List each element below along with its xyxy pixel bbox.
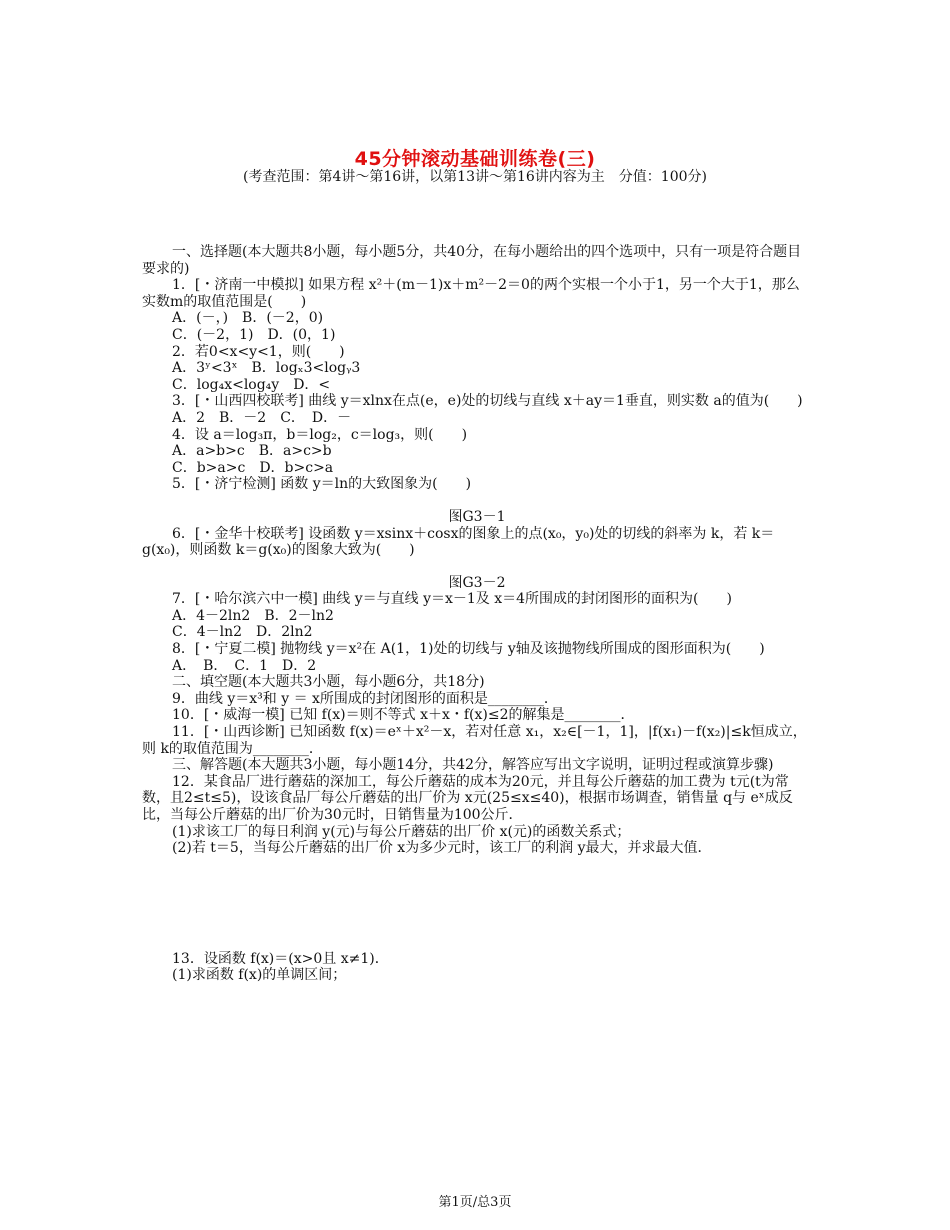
page-subtitle: (考查范围：第4讲～第16讲，以第13讲～第16讲内容为主 分值：100分) [243, 169, 707, 185]
question-13-part-1: (1)求函数 f(x)的单调区间； [172, 967, 347, 984]
question-4-options-cd: C．b>a>c D．b>c>a [172, 459, 334, 476]
question-2: 2．若0<x<y<1，则( ) [172, 343, 345, 360]
question-1-options-ab: A．(－，) B．(－2，0) [172, 310, 324, 327]
question-13: 13．设函数 f(x)＝(x>0且 x≠1)． [172, 950, 389, 967]
question-11: 11．[・山西诊断] 已知函数 f(x)＝eˣ＋x²－x，若对任意 x₁，x₂∈[－1，1]，|f(x₁)－f(x₂)|≤k恒成立，则 k的取值范围为________． [142, 724, 807, 757]
section-heading-choice: 一、选择题(本大题共8小题，每小题5分，共40分，在每小题给出的四个选项中，只有一项是符合题目要求的) [142, 244, 802, 277]
section-heading-solve: 三、解答题(本大题共3小题，每小题14分，共42分，解答应写出文字说明，证明过程或演算步骤) [172, 757, 774, 774]
question-3-options: A．2 B．－2 C． D．－ [172, 409, 352, 426]
question-5: 5．[・济宁检测] 函数 y＝ln的大致图象为( ) [172, 476, 472, 493]
question-2-options-ab: A．3ʸ<3ˣ B．logₓ3<logᵧ3 [172, 360, 361, 377]
question-9: 9．曲线 y＝x³和 y ＝ x所围成的封闭图形的面积是________． [172, 690, 558, 707]
question-1: 1．[・济南一中模拟] 如果方程 x²＋(m－1)x＋m²－2＝0的两个实根一个小于1，另一个大于1，那么实数m的取值范围是( ) [142, 277, 800, 310]
exam-body [142, 228, 812, 984]
figure-caption-g3-1: 图G3－1 [448, 508, 506, 525]
question-4: 4．设 a＝log₃π，b＝log₂，c＝log₃，则( ) [172, 426, 468, 443]
question-10: 10．[・威海一模] 已知 f(x)＝则不等式 x＋x・f(x)≤2的解集是________． [172, 707, 635, 724]
question-7-options-ab: A．4－2ln2 B．2－ln2 [172, 607, 334, 624]
page-title: 45分钟滚动基础训练卷(三) [354, 148, 596, 170]
page-footer: 第1页/总3页 [438, 1195, 512, 1210]
question-8-options: A． B． C．1 D．2 [172, 657, 317, 674]
question-12-part-1: (1)求该工厂的每日利润 y(元)与每公斤蘑菇的出厂价 x(元)的函数关系式； [172, 823, 631, 840]
question-6: 6．[・金华十校联考] 设函数 y＝xsinx＋cosx的图象上的点(x₀，y₀)处的切线的斜率为 k，若 k＝g(x₀)，则函数 k＝g(x₀)的图象大致为( ) [142, 525, 775, 559]
section-heading-fill: 二、填空题(本大题共3小题，每小题6分，共18分) [172, 674, 485, 691]
question-2-options-cd: C．log₄x<log₄y D．< [172, 376, 331, 393]
question-1-options-cd: C．(－2，1) D．(0，1) [172, 326, 336, 343]
question-7: 7．[・哈尔滨六中一模] 曲线 y＝与直线 y＝x－1及 x＝4所围成的封闭图形的面积为( ) [172, 591, 732, 608]
question-12: 12．某食品厂进行蘑菇的深加工，每公斤蘑菇的成本为20元，并且每公斤蘑菇的加工费为 t元(t为常数，且2≤t≤5)，设该食品厂每公斤蘑菇的出厂价为 x元(25≤x≤40)，根据市场调查，销售量 q与 eˣ成反比，当每公斤蘑菇的出厂价为30元时，日销售量为100公斤． [142, 773, 793, 823]
figure-caption-g3-2: 图G3－2 [448, 574, 506, 591]
question-8: 8．[・宁夏二模] 抛物线 y＝x²在 A(1，1)处的切线与 y轴及该抛物线所围成的图形面积为( ) [172, 641, 765, 658]
question-12-part-2: (2)若 t＝5，当每公斤蘑菇的出厂价 x为多少元时，该工厂的利润 y最大，并求最大值． [172, 840, 712, 857]
question-4-options-ab: A．a>b>c B．a>c>b [172, 443, 332, 460]
question-3: 3．[・山西四校联考] 曲线 y＝xlnx在点(e，e)处的切线与直线 x＋ay＝1垂直，则实数 a的值为( ) [172, 393, 803, 410]
question-7-options-cd: C．4－ln2 D．2ln2 [172, 624, 313, 641]
